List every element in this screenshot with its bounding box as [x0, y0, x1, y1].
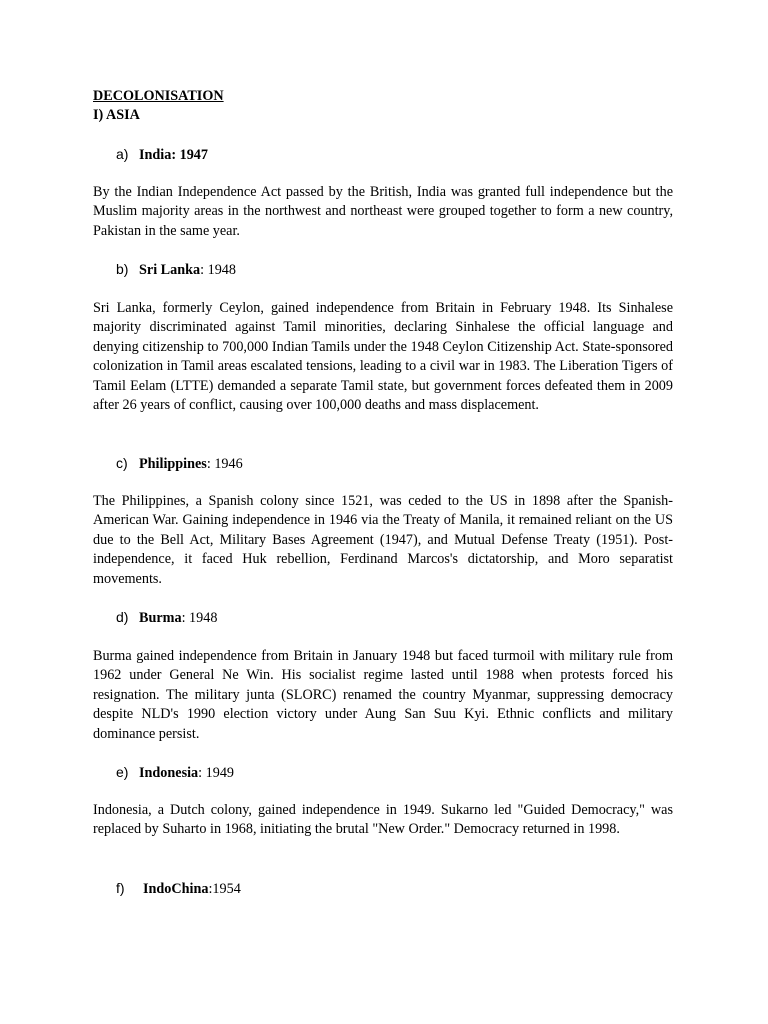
document-title: DECOLONISATION [93, 88, 224, 104]
heading-country: India: [139, 147, 177, 163]
heading-indonesia [116, 763, 234, 783]
heading-sri-lanka [116, 260, 236, 280]
heading-country: Sri Lanka [139, 262, 201, 278]
heading-year: 1947 [176, 147, 208, 163]
section-group-title: I) ASIA [93, 107, 140, 123]
list-marker: a) [116, 146, 129, 162]
list-marker: c) [116, 455, 128, 471]
heading-country: IndoChina [143, 881, 209, 897]
heading-india [116, 145, 208, 165]
list-marker: e) [116, 764, 129, 780]
list-marker: b) [116, 261, 129, 277]
paragraph-indonesia: Indonesia, a Dutch colony, gained independence in 1949. Sukarno led "Guided Democracy," was replaced by Suharto in 1968, initiating the brutal "New Order." Democracy returned in 1998. [93, 802, 673, 838]
heading-country: Burma [139, 610, 182, 626]
heading-burma [116, 608, 217, 628]
heading-philippines [116, 454, 243, 474]
heading-year: : 1946 [206, 456, 243, 472]
heading-year: : 1948 [181, 610, 218, 626]
heading-country: Philippines [139, 456, 207, 472]
heading-year: :1954 [208, 881, 241, 897]
heading-country: Indonesia [139, 765, 199, 781]
heading-indochina [116, 879, 241, 899]
paragraph-philippines: The Philippines, a Spanish colony since 1521, was ceded to the US in 1898 after the Spanish-American War. Gaining independence in 1946 via the Treaty of Manila, it remained reliant on the US due to the Bell Act, Military Bases Agreement (1947), and Mutual Defense Treaty (1951). Post-independence, it faced Huk rebellion, Ferdinand Marcos's dictatorship, and Moro separatist movements. [93, 493, 673, 587]
list-marker: d) [116, 609, 129, 625]
paragraph-burma: Burma gained independence from Britain in January 1948 but faced turmoil with military rule from 1962 under General Ne Win. His socialist regime lasted until 1988 when protests forced his resignation. The military junta (SLORC) renamed the country Myanmar, suppressing democracy despite NLD's 1990 election victory under Aung San Suu Kyi. Ethnic conflicts and military dominance persist. [93, 648, 673, 742]
list-marker: f) [116, 880, 125, 896]
paragraph-india: By the Indian Independence Act passed by the British, India was granted full independence but the Muslim majority areas in the northwest and northeast were grouped together to form a new country, Pakistan in the same year. [93, 184, 673, 239]
heading-year: : 1949 [198, 765, 235, 781]
heading-year: : 1948 [200, 262, 236, 278]
paragraph-sri-lanka: Sri Lanka, formerly Ceylon, gained independence from Britain in February 1948. Its Sinhalese majority discriminated against Tamil minorities, declaring Sinhalese the official language and denying citizenship to 700,000 Indian Tamils under the 1948 Ceylon Citizenship Act. State-sponsored colonization in Tamil areas escalated tensions, leading to a civil war in 1983. The Liberation Tigers of Tamil Eelam (LTTE) demanded a separate Tamil state, but government forces defeated them in 2009 after 26 years of conflict, causing over 100,000 deaths and mass displacement. [93, 300, 673, 414]
